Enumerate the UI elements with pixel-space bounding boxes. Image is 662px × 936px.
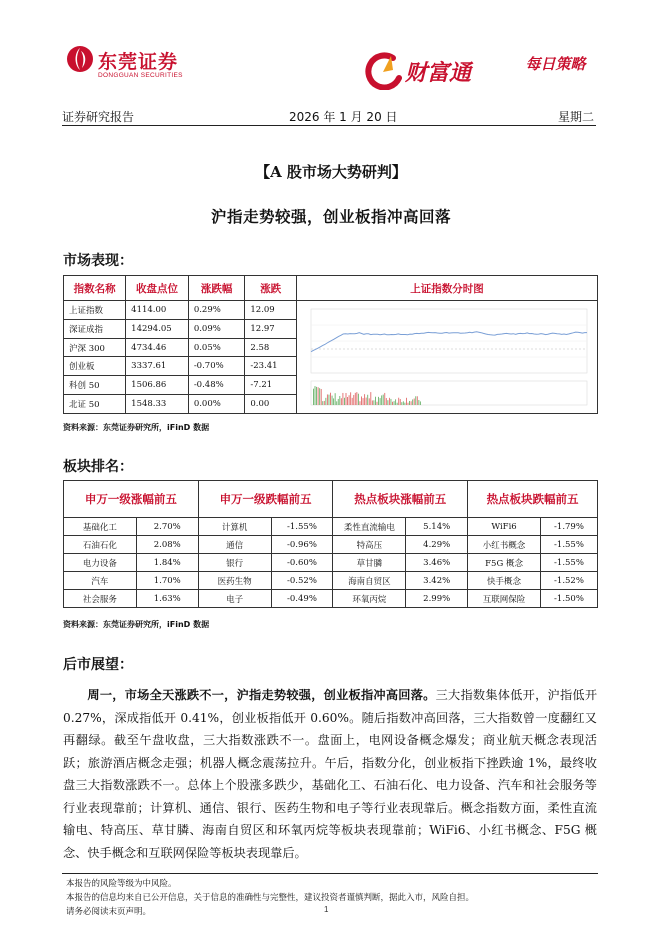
caifutong-brand <box>363 50 603 94</box>
sector-name: 电力设备 <box>64 554 137 572</box>
sector-value: 5.14% <box>406 518 468 536</box>
volume-bar <box>360 401 361 405</box>
volume-bar <box>375 397 376 405</box>
volume-bar <box>420 401 421 405</box>
volume-bar <box>415 396 416 405</box>
sector-name: 汽车 <box>64 572 137 590</box>
dongguan-logo-icon <box>66 45 94 73</box>
market-header-close: 收盘点位 <box>126 276 189 301</box>
index-pct: -0.48% <box>188 376 245 395</box>
table-row <box>64 590 598 608</box>
logo-chinese-name: 东莞证券 <box>98 51 179 73</box>
volume-bar <box>384 393 385 405</box>
sector-value: -0.52% <box>271 572 333 590</box>
market-header-name: 指数名称 <box>64 276 126 301</box>
volume-bar <box>417 396 418 405</box>
table-row <box>64 301 598 320</box>
sector-value: 1.84% <box>136 554 198 572</box>
index-close: 1506.86 <box>126 376 189 395</box>
volume-bar <box>358 394 359 405</box>
sector-name: 电子 <box>198 590 271 608</box>
volume-bar <box>338 399 339 405</box>
volume-bar <box>409 401 410 405</box>
volume-bar <box>387 400 388 405</box>
volume-bar <box>339 396 340 405</box>
index-chg: 0.00 <box>245 395 297 414</box>
volume-bar <box>373 400 374 405</box>
volume-bar <box>378 397 379 405</box>
sector-value: 1.70% <box>136 572 198 590</box>
index-name: 沪深 300 <box>64 338 126 357</box>
sector-value: 4.29% <box>406 536 468 554</box>
volume-bar <box>386 398 387 405</box>
sector-name: F5G 概念 <box>468 554 541 572</box>
sw-losers-header: 申万一级跌幅前五 <box>198 481 333 518</box>
volume-bar <box>352 398 353 405</box>
sector-name: 计算机 <box>198 518 271 536</box>
sector-name: 草甘膦 <box>333 554 406 572</box>
volume-bar <box>369 398 370 405</box>
market-section-title: 市场表现： <box>63 253 133 269</box>
volume-bar <box>398 398 399 405</box>
volume-bar <box>356 392 357 405</box>
index-name: 科创 50 <box>64 376 126 395</box>
index-name: 上证指数 <box>64 301 126 320</box>
table-row <box>64 572 598 590</box>
volume-bar <box>333 398 334 405</box>
volume-bar <box>313 389 314 405</box>
volume-bar <box>353 395 354 405</box>
dongguan-securities-logo <box>66 45 196 85</box>
brand-main-text: 财富通 <box>405 60 472 86</box>
volume-bar <box>395 399 396 405</box>
hot-losers-header: 热点板块跌幅前五 <box>468 481 598 518</box>
volume-bar <box>394 401 395 405</box>
volume-bar <box>414 399 415 405</box>
sector-value: -0.60% <box>271 554 333 572</box>
volume-bar <box>383 395 384 405</box>
market-source: 资料来源：东莞证券研究所，iFinD 数据 <box>63 423 210 432</box>
sector-value: -1.55% <box>540 536 597 554</box>
report-headline: 沪指走势较强，创业板指冲高回落 <box>210 207 451 226</box>
volume-bar <box>400 399 401 405</box>
index-close: 14294.05 <box>126 319 189 338</box>
volume-bar <box>406 398 407 405</box>
table-row <box>64 536 598 554</box>
footer-disclaimer <box>66 877 596 919</box>
volume-bar <box>363 398 364 405</box>
footer-line: 本报告的信息均来自已公开信息，关于信息的准确性与完整性，建议投资者谨慎判断，据此入市，风险自担。 <box>66 893 475 903</box>
volume-bar <box>364 394 365 405</box>
volume-bar <box>397 403 398 405</box>
sector-value: -1.55% <box>540 554 597 572</box>
hot-gainers-header: 热点板块涨幅前五 <box>333 481 468 518</box>
volume-bar <box>367 395 368 405</box>
sector-value: -1.50% <box>540 590 597 608</box>
market-table <box>63 275 598 414</box>
market-header-chg: 涨跌 <box>245 276 297 301</box>
volume-bar <box>377 402 378 405</box>
brand-side-text: 每日策略 <box>525 55 586 73</box>
page-number: 1 <box>324 905 329 914</box>
index-pct: 0.09% <box>188 319 245 338</box>
footer-line: 本报告的风险等级为中风险。 <box>66 879 177 889</box>
sector-value: 1.63% <box>136 590 198 608</box>
sector-name: 快手概念 <box>468 572 541 590</box>
sector-value: -0.96% <box>271 536 333 554</box>
volume-bar <box>319 388 320 405</box>
index-pct: 0.00% <box>188 395 245 414</box>
sector-name: 环氧丙烷 <box>333 590 406 608</box>
shanghai-intraday-chart <box>297 301 597 410</box>
volume-bar <box>347 397 348 405</box>
sector-name: 银行 <box>198 554 271 572</box>
footer-divider <box>62 873 598 874</box>
index-close: 1548.33 <box>126 395 189 414</box>
volume-bar <box>342 393 343 405</box>
volume-bar <box>344 398 345 405</box>
footer-line: 请务必阅读末页声明。 <box>66 907 152 917</box>
volume-bar <box>346 393 347 405</box>
index-close: 4114.00 <box>126 301 189 320</box>
sector-value: -0.49% <box>271 590 333 608</box>
market-header-pct: 涨跌幅 <box>188 276 245 301</box>
sector-name: 通信 <box>198 536 271 554</box>
volume-bar <box>380 398 381 405</box>
table-row <box>64 518 598 536</box>
sector-value: -1.52% <box>540 572 597 590</box>
volume-bar <box>408 403 409 405</box>
volume-bar <box>316 387 317 405</box>
volume-bar <box>391 399 392 405</box>
volume-bar <box>350 392 351 405</box>
volume-bar <box>389 398 390 405</box>
index-pct: -0.70% <box>188 357 245 376</box>
volume-bar <box>381 395 382 405</box>
sector-table <box>63 480 598 608</box>
volume-bar <box>418 400 419 405</box>
volume-bar <box>318 387 319 405</box>
index-close: 3337.61 <box>126 357 189 376</box>
outlook-section-title: 后市展望： <box>63 657 133 673</box>
volume-bar <box>355 393 356 405</box>
volume-bar <box>366 398 367 405</box>
volume-bar <box>412 399 413 405</box>
outlook-body: 三大指数集体低开，沪指低开 0.27%，深成指低开 0.41%，创业板指低开 0.60%。随后指数冲高回落，三大指数曾一度翻红又再翻绿。截至午盘收盘，三大指数涨跌不一。盘面上，电网设备概念爆发；商业航天概念表现活跃；旅游酒店概念走强；机器人概念震荡拉升。午后，指数分化，创业板指下挫跌逾 1%，最终收盘三大指数涨跌不一。总体上个股涨多跌少，基础化工、石油石化、电力设备、汽车和社会服务等行业表现靠前；计算机、通信、银行、医药生物和电子等行业表现靠后。概念指数方面，柔性直流输电、特高压、草甘膦、海南自贸区和环氧丙烷等板块表现靠前；WiFi6、小红书概念、F5G 概念、快手概念和互联网保险等板块表现靠后。 <box>63 688 598 860</box>
volume-bar <box>349 395 350 405</box>
volume-bar <box>341 398 342 405</box>
volume-bar <box>361 396 362 405</box>
sector-name: 小红书概念 <box>468 536 541 554</box>
intraday-chart-cell <box>297 301 598 414</box>
volume-bar <box>325 398 326 405</box>
volume-bar <box>329 395 330 405</box>
index-pct: 0.05% <box>188 338 245 357</box>
caifutong-logo-icon <box>363 50 409 90</box>
intraday-chart-title: 上证指数分时图 <box>297 276 598 301</box>
sector-name: 基础化工 <box>64 518 137 536</box>
volume-bar <box>332 396 333 405</box>
sector-value: 3.46% <box>406 554 468 572</box>
report-info-bar <box>62 104 596 126</box>
intraday-price-line <box>311 332 587 352</box>
sector-name: 海南自贸区 <box>333 572 406 590</box>
sector-value: 2.70% <box>136 518 198 536</box>
volume-bar <box>370 392 371 405</box>
sw-gainers-header: 申万一级涨幅前五 <box>64 481 199 518</box>
index-chg: -7.21 <box>245 376 297 395</box>
index-pct: 0.29% <box>188 301 245 320</box>
outlook-paragraph <box>63 684 597 864</box>
index-name: 深证成指 <box>64 319 126 338</box>
logo-english-name: DONGGUAN SECURITIES <box>98 72 183 79</box>
report-topic: 【A 股市场大势研判】 <box>255 163 407 181</box>
index-chg: -23.41 <box>245 357 297 376</box>
sector-table-header <box>64 481 598 518</box>
sector-value: 3.42% <box>406 572 468 590</box>
volume-bar <box>403 401 404 405</box>
index-chg: 2.58 <box>245 338 297 357</box>
sector-name: WiFi6 <box>468 518 541 536</box>
report-date: 2026 年 1 月 20 日 <box>289 110 398 124</box>
volume-bar <box>327 394 328 405</box>
volume-bar <box>404 403 405 405</box>
outlook-lead: 周一，市场全天涨跌不一，沪指走势较强，创业板指冲高回落。 <box>87 688 436 702</box>
report-weekday: 星期二 <box>557 110 594 124</box>
sector-name: 互联网保险 <box>468 590 541 608</box>
sector-source: 资料来源：东莞证券研究所，iFinD 数据 <box>63 620 210 629</box>
volume-bar <box>411 401 412 405</box>
volume-bar <box>322 401 323 405</box>
sector-name: 社会服务 <box>64 590 137 608</box>
index-close: 4734.46 <box>126 338 189 357</box>
sector-section-title: 板块排名： <box>63 459 133 475</box>
volume-bar <box>401 402 402 405</box>
index-chg: 12.97 <box>245 319 297 338</box>
volume-bar <box>372 400 373 405</box>
index-chg: 12.09 <box>245 301 297 320</box>
index-name: 北证 50 <box>64 395 126 414</box>
sector-value: 2.08% <box>136 536 198 554</box>
volume-bar <box>335 393 336 405</box>
market-table-header <box>64 276 598 301</box>
volume-bar <box>324 401 325 405</box>
sector-value: -1.55% <box>271 518 333 536</box>
sector-value: -1.79% <box>540 518 597 536</box>
table-row <box>64 554 598 572</box>
sector-name: 石油石化 <box>64 536 137 554</box>
volume-bar <box>315 386 316 405</box>
sector-name: 柔性直流输电 <box>333 518 406 536</box>
volume-bar <box>330 393 331 405</box>
sector-value: 2.99% <box>406 590 468 608</box>
sector-name: 特高压 <box>333 536 406 554</box>
sector-name: 医药生物 <box>198 572 271 590</box>
volume-bar <box>321 389 322 405</box>
volume-bar <box>336 401 337 405</box>
volume-bar <box>392 402 393 405</box>
report-type: 证券研究报告 <box>62 110 135 124</box>
index-name: 创业板 <box>64 357 126 376</box>
